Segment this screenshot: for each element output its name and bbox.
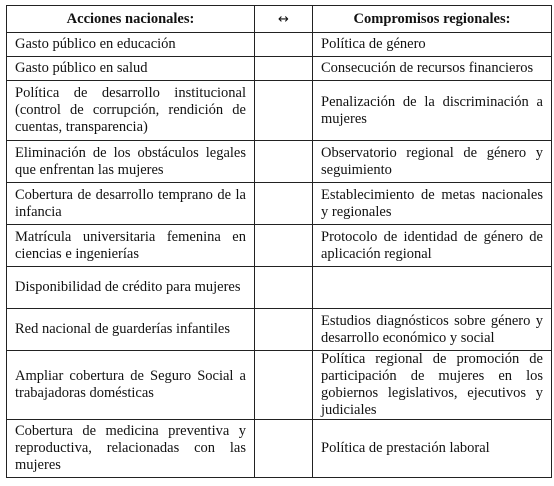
header-row <box>7 6 552 33</box>
regional-commitment-cell: Política regional de promoción de participación de mujeres en los gobiernos legislativos, ejecutivos y judiciales <box>313 351 552 420</box>
header-regional-commitments: Compromisos regionales: <box>313 6 552 33</box>
empty-arrow-cell <box>255 267 313 309</box>
table-row <box>7 267 552 309</box>
table-row <box>7 33 552 57</box>
national-action-cell: Gasto público en educación <box>7 33 255 57</box>
header-national-actions: Acciones nacionales: <box>7 6 255 33</box>
national-action-cell: Cobertura de medicina preventiva y reproductiva, relacionadas con las mujeres <box>7 420 255 478</box>
regional-commitment-cell: Política de género <box>313 33 552 57</box>
national-action-cell: Ampliar cobertura de Seguro Social a trabajadoras domésticas <box>7 351 255 420</box>
national-action-cell: Cobertura de desarrollo temprano de la infancia <box>7 183 255 225</box>
empty-arrow-cell <box>255 141 313 183</box>
empty-arrow-cell <box>255 309 313 351</box>
policy-table <box>6 5 552 478</box>
regional-commitment-cell: Política de prestación laboral <box>313 420 552 478</box>
empty-arrow-cell <box>255 57 313 81</box>
regional-commitment-cell: Establecimiento de metas nacionales y regionales <box>313 183 552 225</box>
empty-arrow-cell <box>255 81 313 141</box>
empty-arrow-cell <box>255 420 313 478</box>
table-row <box>7 351 552 420</box>
table-row <box>7 81 552 141</box>
table-row <box>7 225 552 267</box>
empty-arrow-cell <box>255 351 313 420</box>
empty-arrow-cell <box>255 225 313 267</box>
table-row <box>7 309 552 351</box>
national-action-cell: Política de desarrollo institucional (control de corrupción, rendición de cuentas, transparencia) <box>7 81 255 141</box>
national-action-cell: Red nacional de guarderías infantiles <box>7 309 255 351</box>
bidirectional-arrow-icon: ↔ <box>255 6 313 33</box>
national-action-cell: Eliminación de los obstáculos legales que enfrentan las mujeres <box>7 141 255 183</box>
national-action-cell: Gasto público en salud <box>7 57 255 81</box>
table-row <box>7 420 552 478</box>
table-row <box>7 141 552 183</box>
national-action-cell: Disponibilidad de crédito para mujeres <box>7 267 255 309</box>
national-action-cell: Matrícula universitaria femenina en ciencias e ingenierías <box>7 225 255 267</box>
empty-arrow-cell <box>255 33 313 57</box>
table-row <box>7 57 552 81</box>
regional-commitment-cell: Protocolo de identidad de género de aplicación regional <box>313 225 552 267</box>
regional-commitment-cell: Estudios diagnósticos sobre género y desarrollo económico y social <box>313 309 552 351</box>
regional-commitment-cell: Observatorio regional de género y seguimiento <box>313 141 552 183</box>
empty-arrow-cell <box>255 183 313 225</box>
table-row <box>7 183 552 225</box>
regional-commitment-cell: Penalización de la discriminación a mujeres <box>313 81 552 141</box>
regional-commitment-cell: Consecución de recursos financieros <box>313 57 552 81</box>
regional-commitment-cell <box>313 267 552 309</box>
